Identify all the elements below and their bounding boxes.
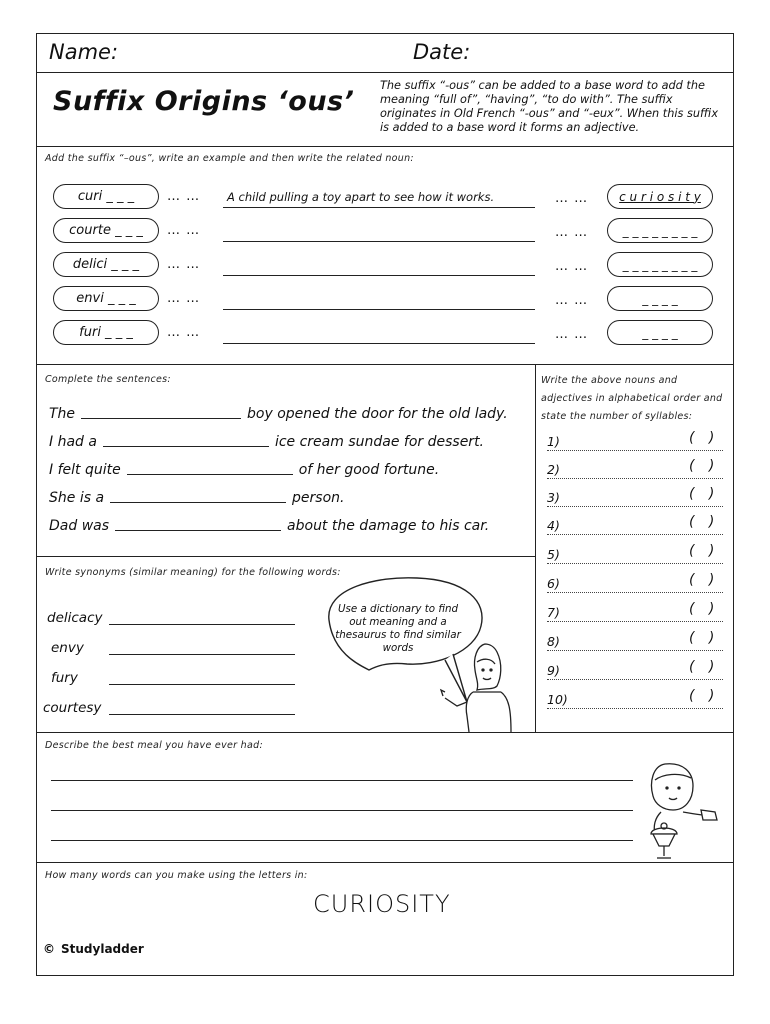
alpha-number: 1)	[547, 434, 560, 449]
alpha-number: 7)	[547, 605, 560, 620]
base-word-pill: courte _ _ _	[53, 218, 159, 243]
brand-name: Studyladder	[61, 942, 144, 956]
sentence-end: boy opened the door for the old lady.	[247, 406, 508, 422]
footer	[43, 942, 144, 956]
syllable-brackets[interactable]: ( )	[689, 543, 715, 559]
sentence-row	[49, 434, 484, 450]
syllable-brackets[interactable]: ( )	[689, 688, 715, 704]
base-word-pill: envi _ _ _	[53, 286, 159, 311]
synonym-word: envy	[51, 640, 84, 656]
sentence-row	[49, 462, 439, 478]
alpha-line[interactable]	[547, 708, 723, 709]
noun-pill[interactable]: _ _ _ _	[607, 286, 713, 311]
alpha-number: 10)	[547, 692, 568, 707]
alpha-line[interactable]	[547, 679, 723, 680]
example-line[interactable]	[223, 241, 535, 242]
ellipsis: … …	[555, 327, 589, 342]
alpha-line[interactable]	[547, 592, 723, 593]
noun-pill[interactable]: c u r i o s i t y	[607, 184, 713, 209]
divider	[37, 556, 535, 557]
example-line[interactable]	[223, 343, 535, 344]
noun-pill[interactable]: _ _ _ _	[607, 320, 713, 345]
divider	[37, 72, 733, 73]
page-title: Suffix Origins ‘ous’	[53, 86, 355, 117]
divider	[37, 862, 733, 863]
sentence-end: ice cream sundae for dessert.	[274, 434, 485, 450]
ellipsis: … …	[555, 225, 589, 240]
synonym-line[interactable]	[109, 684, 295, 685]
base-word-pill: furi _ _ _	[53, 320, 159, 345]
sentence-blank[interactable]	[81, 406, 241, 419]
alpha-number: 2)	[547, 462, 560, 477]
alpha-line[interactable]	[547, 650, 723, 651]
ellipsis: … …	[555, 259, 589, 274]
writing-line[interactable]	[51, 840, 633, 841]
sentence-row	[49, 490, 345, 506]
section2-instruction: Complete the sentences:	[45, 374, 171, 385]
intro-text: The suffix “-ous” can be added to a base word to add the meaning “full of”, “having”, “to do with”. The suffix originates in Old French “-ous” and “-eux”. When this suffix is added to a base word it forms an adjective.	[380, 79, 719, 134]
noun-pill[interactable]: _ _ _ _ _ _ _ _	[607, 252, 713, 277]
syllable-brackets[interactable]: ( )	[689, 514, 715, 530]
sentence-blank[interactable]	[115, 518, 281, 531]
base-word-pill: delici _ _ _	[53, 252, 159, 277]
syllable-brackets[interactable]: ( )	[689, 572, 715, 588]
ellipsis: … …	[167, 189, 201, 204]
synonym-line[interactable]	[109, 714, 295, 715]
sentence-end: person.	[292, 490, 345, 506]
sentence-start: I had a	[49, 434, 97, 450]
divider	[37, 364, 733, 365]
writing-line[interactable]	[51, 810, 633, 811]
sentence-row	[49, 406, 508, 422]
example-line[interactable]	[223, 207, 535, 208]
sentence-row	[49, 518, 489, 534]
alpha-number: 6)	[547, 576, 560, 591]
alpha-line[interactable]	[547, 506, 723, 507]
sentence-start: I felt quite	[49, 462, 121, 478]
alpha-number: 9)	[547, 663, 560, 678]
ellipsis: … …	[167, 325, 201, 340]
syllable-brackets[interactable]: ( )	[689, 486, 715, 502]
section4-instruction: Describe the best meal you have ever had:	[45, 740, 263, 751]
sentence-blank[interactable]	[110, 490, 286, 503]
speech-bubble-text: Use a dictionary to find out meaning and a thesaurus to find similar words	[335, 603, 461, 654]
syllable-brackets[interactable]: ( )	[689, 630, 715, 646]
alpha-instruction: Write the above nouns and adjectives in alphabetical order and state the number of syllables:	[541, 375, 723, 422]
example-line[interactable]	[223, 309, 535, 310]
syllable-brackets[interactable]: ( )	[689, 430, 715, 446]
divider	[37, 146, 733, 147]
date-label: Date:	[413, 40, 471, 64]
alpha-number: 8)	[547, 634, 560, 649]
synonym-line[interactable]	[109, 654, 295, 655]
ellipsis: … …	[555, 293, 589, 308]
synonym-line[interactable]	[109, 624, 295, 625]
sentence-blank[interactable]	[127, 462, 293, 475]
section1-instruction: Add the suffix “–ous”, write an example and then write the related noun:	[45, 153, 414, 164]
girl-with-sundae-illustration	[643, 754, 723, 864]
syllable-brackets[interactable]: ( )	[689, 458, 715, 474]
ellipsis: … …	[167, 257, 201, 272]
ellipsis: … …	[167, 223, 201, 238]
synonym-word: delicacy	[47, 610, 103, 626]
sentence-end: about the damage to his car.	[287, 518, 490, 534]
noun-pill[interactable]: _ _ _ _ _ _ _ _	[607, 218, 713, 243]
ellipsis: … …	[167, 291, 201, 306]
sundae-icon	[651, 823, 677, 858]
example-line[interactable]	[223, 275, 535, 276]
example-text: A child pulling a toy apart to see how it works.	[227, 190, 495, 204]
base-word-pill: curi _ _ _	[53, 184, 159, 209]
synonym-word: courtesy	[43, 700, 102, 716]
synonym-word: fury	[51, 670, 78, 686]
anagram-word: CURIOSITY	[313, 890, 451, 918]
alpha-line[interactable]	[547, 621, 723, 622]
sentence-blank[interactable]	[103, 434, 269, 447]
alpha-number: 3)	[547, 490, 560, 505]
alpha-number: 4)	[547, 518, 560, 533]
alpha-number: 5)	[547, 547, 560, 562]
sentence-start: Dad was	[49, 518, 110, 534]
sentence-start: The	[49, 406, 76, 422]
name-label: Name:	[49, 40, 119, 64]
divider	[37, 732, 733, 733]
copyright-icon: ©	[43, 942, 55, 956]
alpha-line[interactable]	[547, 450, 723, 451]
sentence-end: of her good fortune.	[298, 462, 440, 478]
section5-instruction: How many words can you make using the letters in:	[45, 870, 308, 881]
alpha-line[interactable]	[547, 534, 723, 535]
worksheet	[36, 33, 734, 976]
writing-line[interactable]	[51, 780, 633, 781]
alpha-line[interactable]	[547, 563, 723, 564]
sentence-start: She is a	[49, 490, 105, 506]
alpha-line[interactable]	[547, 478, 723, 479]
syllable-brackets[interactable]: ( )	[689, 601, 715, 617]
divider	[535, 364, 536, 732]
ellipsis: … …	[555, 191, 589, 206]
syllable-brackets[interactable]: ( )	[689, 659, 715, 675]
section3-instruction: Write synonyms (similar meaning) for the following words:	[45, 567, 341, 578]
